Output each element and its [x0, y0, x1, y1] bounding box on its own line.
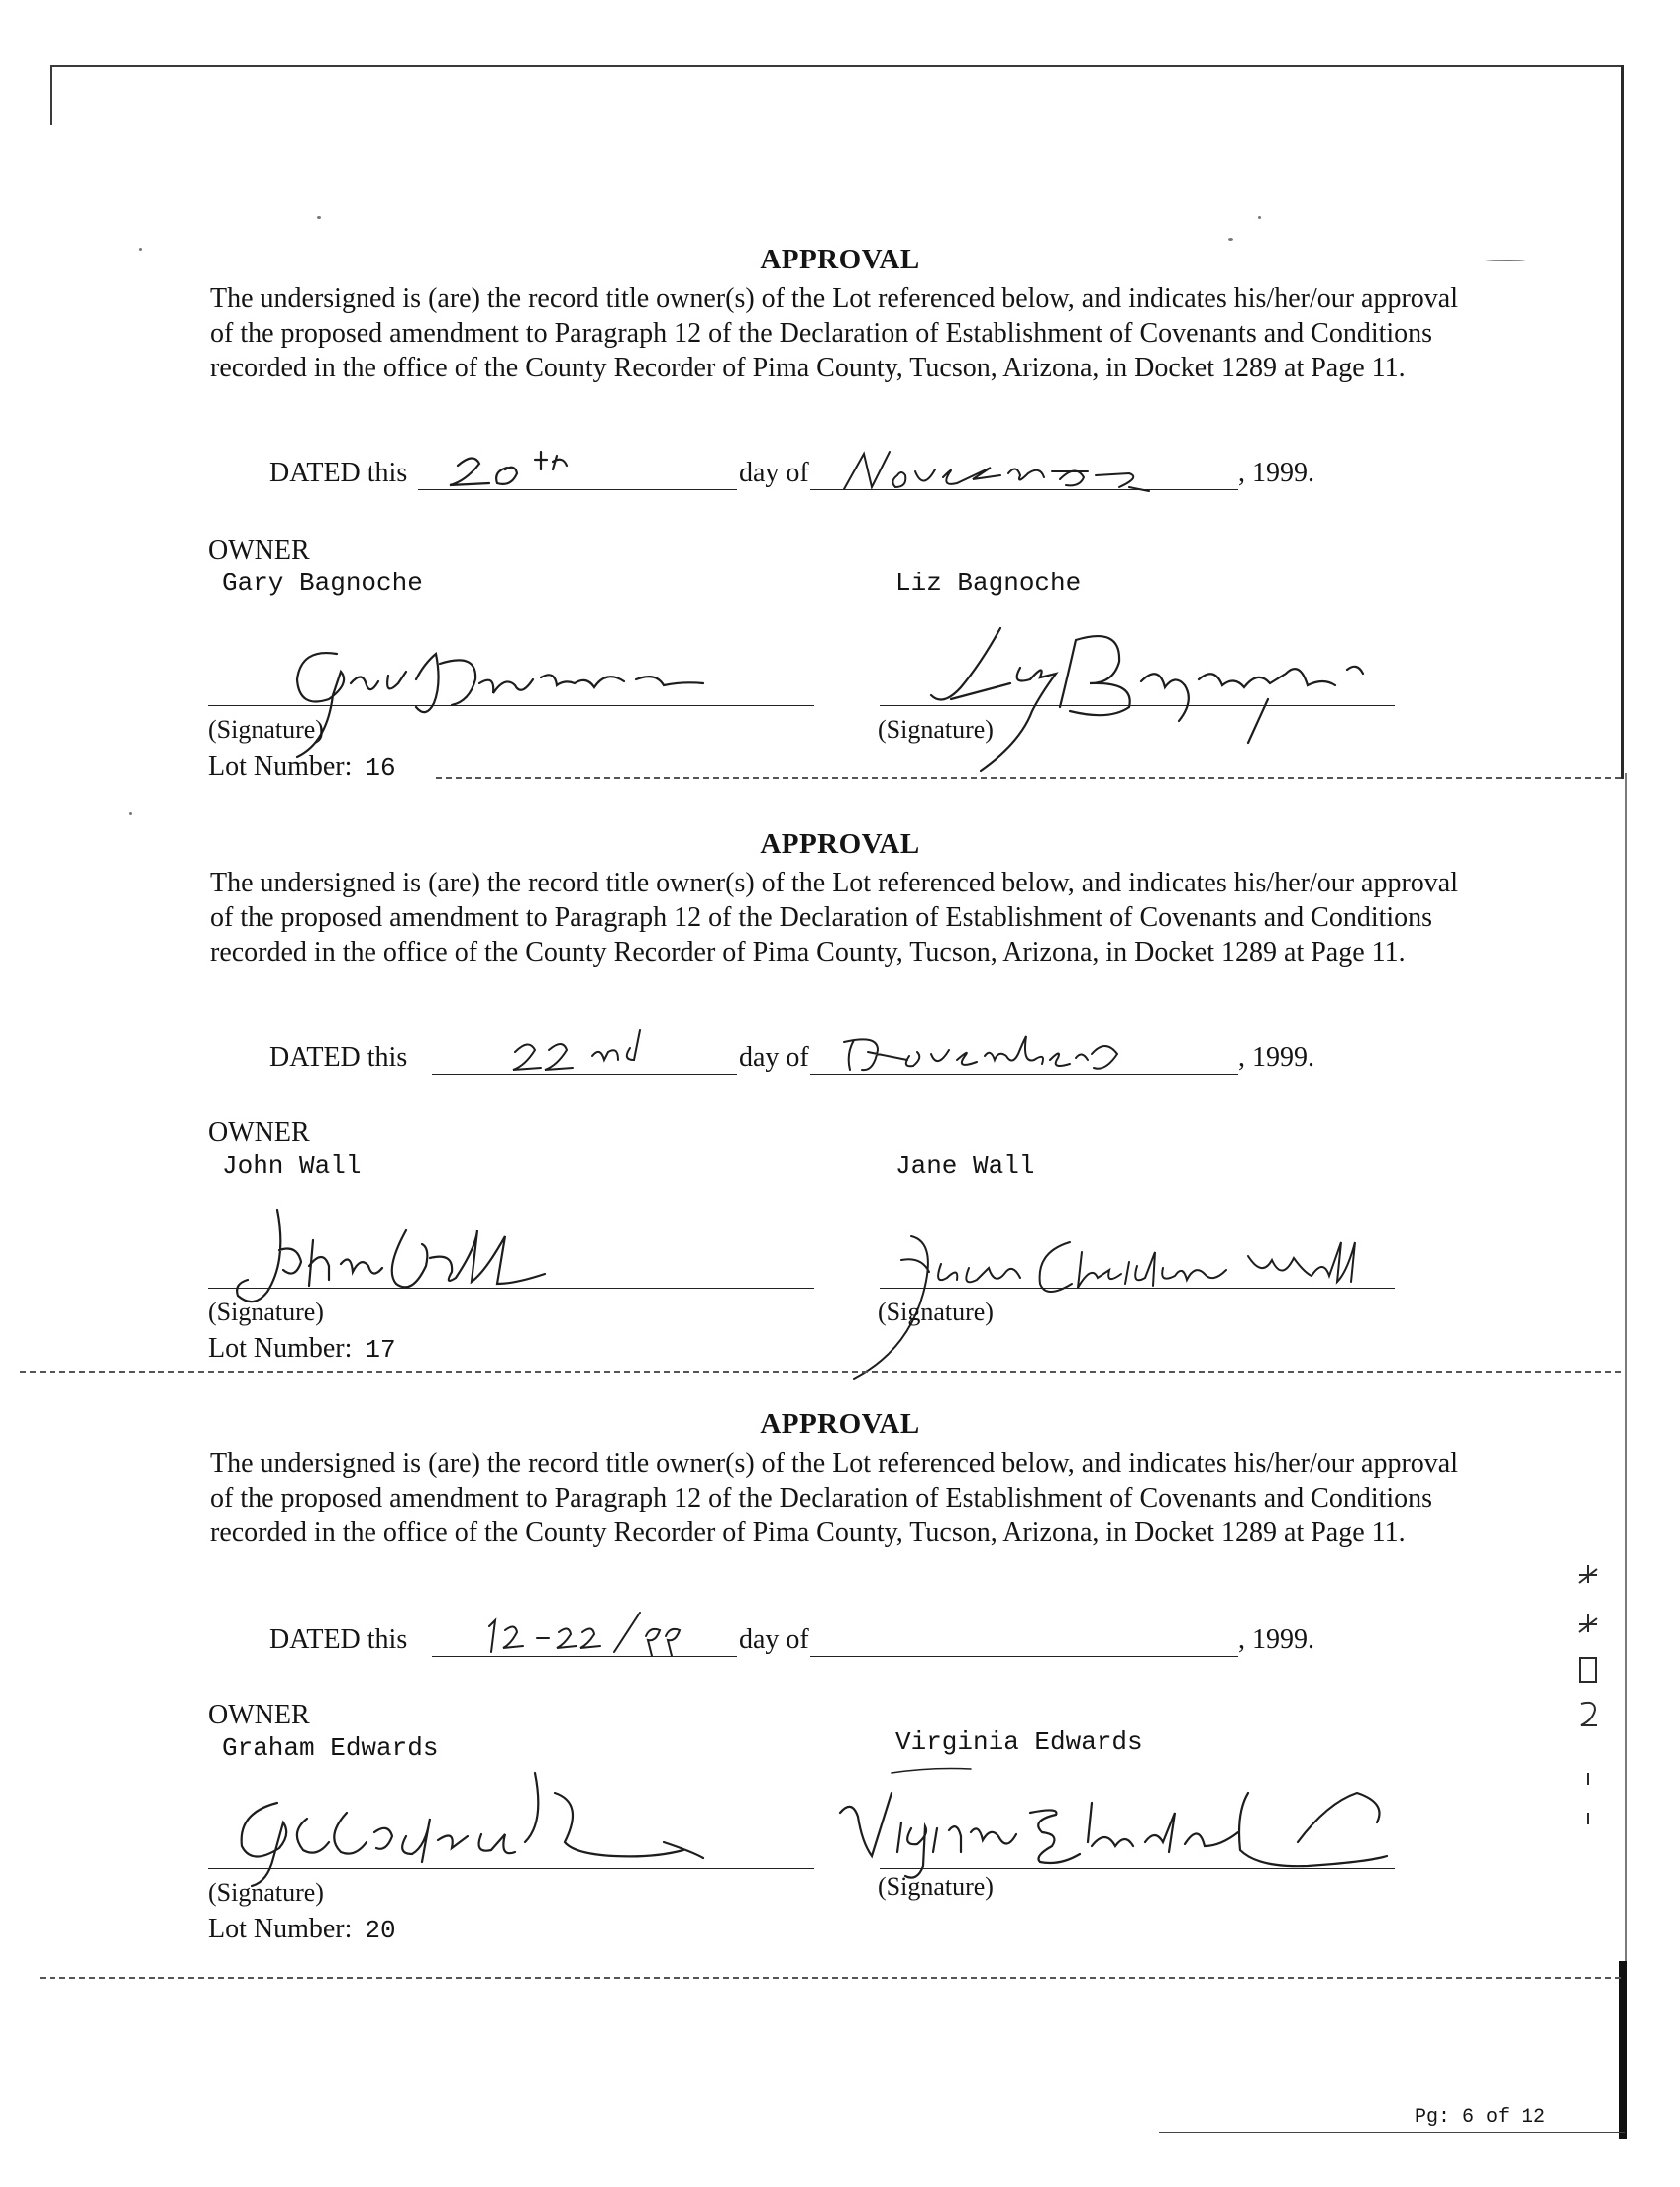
section-divider-3	[40, 1977, 1621, 1979]
approval-text: The undersigned is (are) the record title owner(s) of the Lot referenced below, and indicates his/her/our approval of the proposed amendment to Paragraph 12 of the Declaration of Establishment of Covenants and Conditions recorded in the office of the County Recorder of Pima County, Tucson, Arizona, in Docket 1289 at Page 11.	[210, 868, 1459, 968]
lot-number-row	[208, 1914, 396, 1945]
lot-number-label: Lot Number:	[208, 1333, 353, 1364]
year-label: , 1999.	[1238, 458, 1314, 488]
year-label: , 1999.	[1238, 1624, 1314, 1655]
owner-name-1: Graham Edwards	[222, 1733, 439, 1763]
month-blank	[810, 489, 1238, 490]
approval-text: The undersigned is (are) the record title owner(s) of the Lot referenced below, and indicates his/her/our approval of the proposed amendment to Paragraph 12 of the Declaration of Establishment of Covenants and Conditions recorded in the office of the County Recorder of Pima County, Tucson, Arizona, in Docket 1289 at Page 11.	[210, 1448, 1459, 1548]
handwritten-date-3	[475, 1609, 693, 1662]
approval-title: APPROVAL	[760, 828, 920, 860]
month-blank	[810, 1074, 1238, 1075]
approval-text: The undersigned is (are) the record title owner(s) of the Lot referenced below, and indicates his/her/our approval of the proposed amendment to Paragraph 12 of the Declaration of Establishment of Covenants and Conditions recorded in the office of the County Recorder of Pima County, Tucson, Arizona, in Docket 1289 at Page 11.	[210, 283, 1459, 383]
scan-speck	[129, 812, 132, 815]
signature-liz	[892, 604, 1407, 782]
signature-label-2: (Signature)	[878, 1298, 994, 1326]
day-blank	[418, 489, 737, 490]
owner-label: OWNER	[208, 535, 310, 566]
page-border-right-faint	[1625, 773, 1627, 1961]
day-of-label: day of	[739, 1042, 809, 1073]
signature-label-1: (Signature)	[208, 1298, 324, 1326]
owner-label: OWNER	[208, 1117, 310, 1148]
signature-label-1: (Signature)	[208, 1878, 324, 1907]
signature-line-2	[880, 705, 1395, 706]
page-border-left	[50, 65, 52, 125]
lot-number-label: Lot Number:	[208, 751, 353, 781]
lot-number-value: 17	[365, 1335, 396, 1365]
day-of-label: day of	[739, 1624, 809, 1655]
handwritten-day-2	[505, 1026, 703, 1080]
day-blank	[432, 1656, 737, 1657]
dated-label: DATED this	[269, 1624, 408, 1655]
page-number	[1415, 2106, 1545, 2129]
approval-title: APPROVAL	[760, 1408, 920, 1440]
page-border-right-thick	[1619, 1961, 1627, 2139]
owner-name-1: Gary Bagnoche	[222, 569, 423, 598]
owner-name-2: Jane Wall	[895, 1151, 1035, 1181]
page-number-text: Pg: 6 of 12	[1415, 2106, 1546, 2129]
month-blank	[810, 1656, 1238, 1657]
day-blank	[432, 1074, 737, 1075]
owner-name-2: Liz Bagnoche	[895, 569, 1082, 598]
scan-speck	[1258, 216, 1261, 219]
lot-number-row	[208, 751, 396, 782]
scan-speck	[317, 216, 321, 219]
signature-label-2: (Signature)	[878, 1872, 994, 1901]
signature-line-1	[208, 1288, 814, 1289]
footer-rule	[1159, 2132, 1625, 2133]
section-divider-1	[436, 777, 1621, 779]
signature-line-1	[208, 1868, 814, 1869]
approval-title: APPROVAL	[760, 244, 920, 275]
dated-label: DATED this	[269, 1042, 408, 1073]
page-border-top	[50, 65, 1623, 67]
scan-speck	[1228, 238, 1233, 241]
owner-name-2: Virginia Edwards	[895, 1727, 1143, 1757]
owner-label: OWNER	[208, 1700, 310, 1730]
section-divider-2	[20, 1371, 1621, 1373]
signature-line-1	[208, 705, 814, 706]
signature-label-2: (Signature)	[878, 715, 994, 744]
day-of-label: day of	[739, 458, 809, 488]
lot-number-value: 16	[365, 753, 396, 782]
year-label: , 1999.	[1238, 1042, 1314, 1073]
signature-line-2	[880, 1868, 1395, 1869]
handwritten-day-1	[436, 446, 634, 495]
lot-number-value: 20	[365, 1916, 396, 1945]
lot-number-row	[208, 1333, 396, 1365]
signature-line-2	[880, 1288, 1395, 1289]
dated-label: DATED this	[269, 458, 408, 488]
page-border-right	[1621, 65, 1624, 779]
owner-name-1: John Wall	[222, 1151, 362, 1181]
lot-number-label: Lot Number:	[208, 1914, 353, 1944]
side-stamp	[1575, 1555, 1601, 1852]
signature-label-1: (Signature)	[208, 715, 324, 744]
handwritten-month-2	[838, 1024, 1135, 1080]
